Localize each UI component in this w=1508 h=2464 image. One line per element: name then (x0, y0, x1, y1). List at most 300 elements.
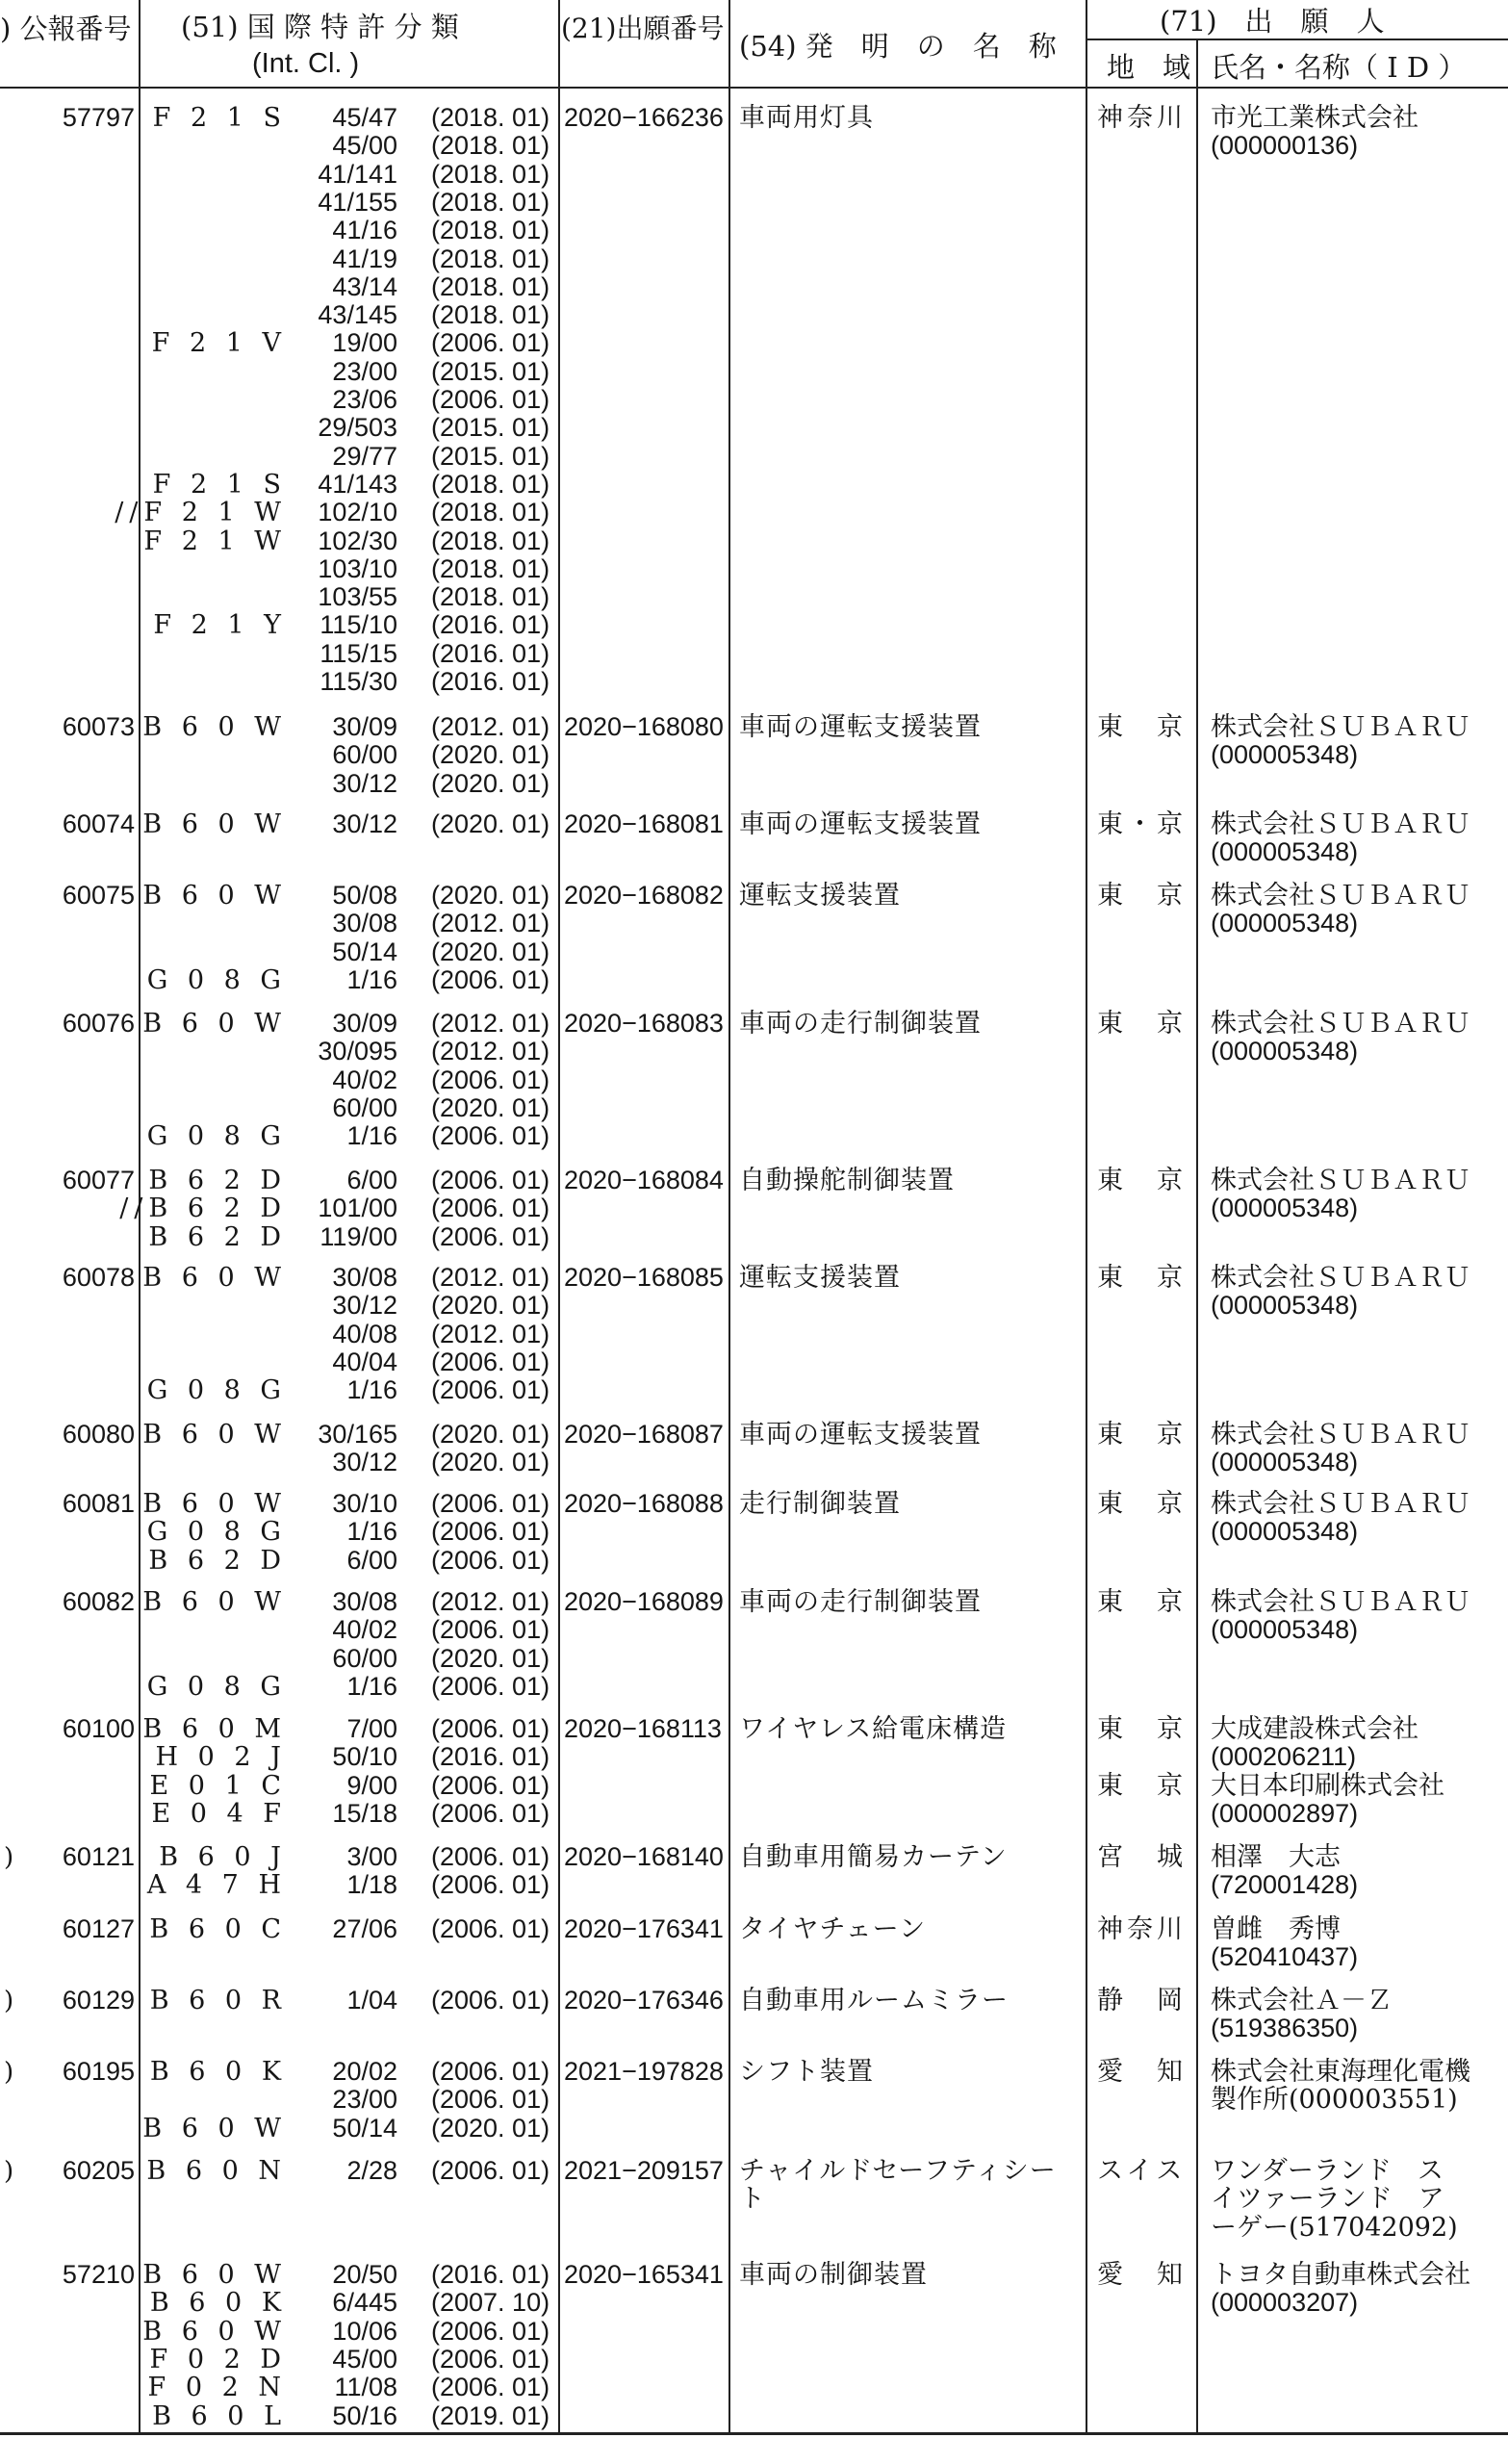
ipc-main-group: 30/10 (332, 1489, 397, 1518)
publication-number: 60100 (62, 1714, 135, 1743)
ipc-class: F 2 1 W (143, 526, 287, 556)
ipc-version: (2016. 01) (431, 610, 550, 640)
applicant-id: (000005348) (1211, 1448, 1359, 1477)
ipc-main-group: 119/00 (319, 1221, 397, 1251)
publication-number: 60077 (62, 1166, 135, 1194)
ipc-class: B 6 0 W (142, 881, 287, 911)
ipc-main-group: 41/19 (332, 244, 397, 273)
application-number: 2020−168080 (564, 712, 724, 741)
application-number: 2020−168140 (564, 1842, 724, 1871)
application-number: 2020−168113 (564, 1714, 722, 1743)
ipc-version: (2006. 01) (431, 2057, 550, 2086)
applicant-region: 東・京 (1097, 809, 1187, 839)
publication-number: 60074 (62, 809, 135, 838)
ipc-main-group: 43/14 (332, 271, 397, 301)
ipc-main-group: 115/10 (319, 610, 397, 640)
ipc-class: B 6 0 C (149, 1914, 287, 1944)
ipc-version: (2006. 01) (431, 1714, 550, 1743)
invention-title: ワイヤレス給電床構造 (739, 1714, 1008, 1744)
ipc-version: (2006. 01) (431, 1870, 550, 1900)
ipc-class: B 6 2 D (148, 1166, 287, 1195)
invention-title: 車両の運転支援装置 (739, 1420, 982, 1450)
ipc-main-group: 1/16 (346, 1375, 397, 1405)
ipc-version: (2019. 01) (431, 2400, 550, 2430)
ipc-class: F 2 1 S (152, 103, 287, 133)
publication-number: 60080 (62, 1420, 135, 1449)
invention-title: 自動車用簡易カーテン (739, 1842, 1008, 1872)
applicant-region: 東 京 (1097, 881, 1187, 911)
ipc-version: (2006. 01) (431, 1671, 550, 1701)
ipc-main-group: 30/09 (332, 1009, 397, 1038)
ipc-main-group: 3/00 (346, 1842, 397, 1871)
invention-title: 車両の走行制御装置 (739, 1009, 982, 1039)
ipc-main-group: 102/10 (318, 498, 397, 527)
ipc-version: (2006. 01) (431, 1545, 550, 1575)
left-edge-mark: ) (4, 2157, 14, 2186)
ipc-version: (2012. 01) (431, 1587, 550, 1616)
ipc-version: (2006. 01) (431, 1615, 550, 1645)
publication-number: 57797 (62, 103, 135, 132)
ipc-version: (2018. 01) (431, 498, 550, 527)
ipc-version: (2020. 01) (431, 881, 550, 910)
applicant-region: 神奈川 (1097, 103, 1187, 133)
publication-number: 60073 (62, 712, 135, 741)
applicant-name: 市光工業株式会社 (1211, 103, 1419, 133)
applicant-name: トヨタ自動車株式会社 (1211, 2260, 1470, 2290)
ipc-version: (2006. 01) (431, 1842, 550, 1871)
applicant-region: 愛 知 (1097, 2057, 1187, 2087)
ipc-version: (2018. 01) (431, 469, 550, 499)
publication-number: 60075 (62, 881, 135, 910)
ipc-main-group: 23/00 (332, 356, 397, 386)
header-region: 地 域 (1107, 51, 1191, 84)
ipc-version: (2020. 01) (431, 1291, 550, 1321)
ipc-main-group: 115/30 (319, 667, 397, 696)
ipc-main-group: 43/145 (318, 300, 397, 330)
invention-title: 運転支援装置 (739, 881, 901, 911)
invention-title: ト (739, 2184, 766, 2215)
ipc-main-group: 27/06 (332, 1914, 397, 1943)
applicant-id: (000003207) (1211, 2288, 1359, 2318)
header-pub-no: ) 公報番号 (0, 13, 132, 45)
ipc-version: (2006. 01) (431, 1770, 550, 1800)
ipc-main-group: 50/10 (332, 1742, 397, 1772)
ipc-version: (2020. 01) (431, 1092, 550, 1122)
ipc-main-group: 60/00 (332, 1643, 397, 1673)
application-number: 2020−176341 (564, 1914, 724, 1943)
ipc-main-group: 30/08 (332, 909, 397, 938)
ipc-version: (2006. 01) (431, 1986, 550, 2015)
ipc-main-group: 40/02 (332, 1065, 397, 1094)
ipc-version: (2018. 01) (431, 187, 550, 217)
applicant-name: 曽雌 秀博 (1211, 1914, 1341, 1944)
ipc-main-group: 50/14 (332, 2113, 397, 2143)
ipc-main-group: 1/18 (346, 1870, 397, 1900)
ipc-class: B 6 0 W (142, 1489, 287, 1519)
ipc-version: (2020. 01) (431, 809, 550, 838)
ipc-version: (2006. 01) (431, 1121, 550, 1151)
ipc-version: (2018. 01) (431, 159, 550, 189)
ipc-version: (2006. 01) (431, 1065, 550, 1094)
applicant-name: ワンダーランド ス (1211, 2156, 1444, 2186)
ipc-main-group: 41/155 (318, 187, 397, 217)
ipc-version: (2007. 10) (431, 2288, 550, 2318)
ipc-main-group: 30/08 (332, 1587, 397, 1616)
ipc-main-group: 50/14 (332, 937, 397, 966)
ipc-class: //F 2 1 W (115, 498, 287, 528)
applicant-id: (000005348) (1211, 1194, 1359, 1223)
applicant-name: 大成建設株式会社 (1211, 1714, 1419, 1744)
left-edge-mark: ) (4, 1987, 14, 2015)
ipc-version: (2006. 01) (431, 2156, 550, 2185)
ipc-version: (2020. 01) (431, 2113, 550, 2143)
ipc-version: (2012. 01) (431, 1263, 550, 1292)
header-ipc-sub: (Int. Cl. ) (252, 48, 360, 79)
invention-title: 車両の走行制御装置 (739, 1587, 982, 1617)
invention-title: 車両の運転支援装置 (739, 809, 982, 839)
application-number: 2021−209157 (564, 2156, 724, 2185)
applicant-name: 株式会社ＳＵＢＡＲＵ (1211, 1166, 1470, 1195)
publication-number: 60081 (62, 1489, 135, 1518)
ipc-main-group: 30/095 (318, 1037, 397, 1066)
ipc-version: (2018. 01) (431, 300, 550, 330)
application-number: 2020−166236 (564, 103, 724, 132)
ipc-version: (2006. 01) (431, 1194, 550, 1223)
publication-number: 60129 (62, 1986, 135, 2015)
header-app-no: (21)出願番号 (561, 13, 725, 44)
applicant-region: 東 京 (1097, 1420, 1187, 1450)
applicant-region: スイス (1097, 2156, 1187, 2186)
ipc-class: E 0 4 F (151, 1798, 287, 1829)
ipc-main-group: 1/16 (346, 1121, 397, 1151)
invention-title: 運転支援装置 (739, 1263, 901, 1293)
applicant-region: 東 京 (1097, 1714, 1187, 1744)
publication-number: 60195 (62, 2057, 135, 2086)
applicant-region: 東 京 (1097, 1009, 1187, 1039)
ipc-class: G 0 8 G (146, 1517, 287, 1548)
ipc-version: (2018. 01) (431, 103, 550, 132)
ipc-main-group: 41/141 (318, 159, 397, 189)
ipc-version: (2006. 01) (431, 1914, 550, 1943)
ipc-class: B 6 0 K (149, 2288, 287, 2319)
ipc-main-group: 19/00 (332, 328, 397, 358)
ipc-version: (2006. 01) (431, 2373, 550, 2402)
ipc-class: B 6 0 M (142, 1714, 287, 1744)
applicant-region: 宮 城 (1097, 1842, 1187, 1872)
ipc-class: B 6 0 J (159, 1842, 287, 1872)
ipc-version: (2020. 01) (431, 768, 550, 798)
ipc-class: B 6 0 W (142, 2316, 287, 2347)
applicant-name: イツァーランド ア (1211, 2184, 1444, 2215)
ipc-main-group: 41/143 (318, 469, 397, 499)
ipc-main-group: 6/445 (332, 2288, 397, 2318)
applicant-name: 株式会社ＳＵＢＡＲＵ (1211, 809, 1470, 839)
ipc-class: F 0 2 D (149, 2344, 287, 2374)
applicant-id: (000005348) (1211, 909, 1359, 938)
applicant-name: 株式会社ＳＵＢＡＲＵ (1211, 712, 1470, 742)
ipc-class: B 6 0 K (149, 2057, 287, 2087)
header-ipc: (51) 国 際 特 許 分 類 (181, 11, 459, 43)
application-number: 2020−176346 (564, 1986, 724, 2015)
ipc-version: (2006. 01) (431, 1489, 550, 1518)
ipc-main-group: 1/04 (346, 1986, 397, 2015)
ipc-main-group: 10/06 (332, 2316, 397, 2346)
ipc-main-group: 50/08 (332, 881, 397, 910)
applicant-region: 東 京 (1097, 1770, 1187, 1801)
applicant-name: 大日本印刷株式会社 (1211, 1770, 1444, 1801)
ipc-main-group: 30/12 (332, 768, 397, 798)
column-rule-5 (1196, 38, 1198, 2433)
ipc-version: (2020. 01) (431, 740, 550, 770)
applicant-region: 東 京 (1097, 1263, 1187, 1293)
applicant-name: 株式会社ＳＵＢＡＲＵ (1211, 1587, 1470, 1617)
application-number: 2020−168083 (564, 1009, 724, 1038)
header-applicant: (71) 出 願 人 (1160, 5, 1385, 38)
applicant-id: (000000136) (1211, 131, 1359, 161)
invention-title: 車両の制御装置 (739, 2260, 928, 2290)
ipc-class: //B 6 2 D (119, 1194, 287, 1224)
application-number: 2020−168087 (564, 1420, 724, 1449)
ipc-class: G 0 8 G (146, 964, 287, 995)
applicant-id: (000005348) (1211, 837, 1359, 867)
ipc-main-group: 23/00 (332, 2085, 397, 2115)
ipc-main-group: 20/02 (332, 2057, 397, 2086)
ipc-version: (2015. 01) (431, 441, 550, 471)
ipc-main-group: 1/16 (346, 1671, 397, 1701)
ipc-version: (2006. 01) (431, 1517, 550, 1547)
applicant-name: 製作所(000003551) (1211, 2085, 1458, 2116)
ipc-class: E 0 1 C (149, 1770, 287, 1801)
ipc-version: (2018. 01) (431, 582, 550, 612)
ipc-version: (2020. 01) (431, 937, 550, 966)
invention-title: 自動車用ルームミラー (739, 1986, 1009, 2015)
applicant-region: 東 京 (1097, 1166, 1187, 1195)
ipc-main-group: 30/165 (318, 1420, 397, 1449)
applicant-name: 株式会社ＳＵＢＡＲＵ (1211, 1263, 1470, 1293)
ipc-main-group: 15/18 (332, 1798, 397, 1828)
ipc-version: (2012. 01) (431, 712, 550, 741)
ipc-class: B 6 0 W (142, 1009, 287, 1039)
application-number: 2020−168089 (564, 1587, 724, 1616)
publication-number: 60127 (62, 1914, 135, 1943)
ipc-class: B 6 0 W (142, 1263, 287, 1293)
ipc-main-group: 40/08 (332, 1319, 397, 1348)
ipc-version: (2016. 01) (431, 638, 550, 668)
ipc-main-group: 6/00 (346, 1545, 397, 1575)
applicant-id: (000005348) (1211, 740, 1359, 770)
invention-title: シフト装置 (739, 2057, 874, 2087)
application-number: 2021−197828 (564, 2057, 724, 2086)
invention-title: 自動操舵制御装置 (739, 1166, 955, 1195)
ipc-class: B 6 0 W (142, 712, 287, 742)
applicant-id: (520410437) (1211, 1942, 1359, 1972)
applicant-id: (000002897) (1211, 1798, 1359, 1828)
column-rule-3 (728, 0, 730, 2433)
ipc-main-group: 41/16 (332, 216, 397, 245)
ipc-version: (2016. 01) (431, 2260, 550, 2289)
ipc-main-group: 29/503 (318, 413, 397, 443)
ipc-main-group: 30/12 (332, 1448, 397, 1477)
ipc-version: (2018. 01) (431, 553, 550, 583)
ipc-main-group: 45/00 (332, 131, 397, 161)
ipc-main-group: 60/00 (332, 1092, 397, 1122)
publication-number: 60121 (62, 1842, 135, 1871)
ipc-version: (2018. 01) (431, 131, 550, 161)
ipc-main-group: 40/04 (332, 1347, 397, 1376)
ipc-class: B 6 2 D (148, 1221, 287, 1252)
ipc-version: (2016. 01) (431, 1742, 550, 1772)
ipc-version: (2020. 01) (431, 1643, 550, 1673)
applicant-region: 愛 知 (1097, 2260, 1187, 2290)
ipc-main-group: 30/09 (332, 712, 397, 741)
applicant-id: (720001428) (1211, 1870, 1359, 1900)
applicant-id: (000005348) (1211, 1037, 1359, 1066)
ipc-main-group: 115/15 (319, 638, 397, 668)
ipc-version: (2015. 01) (431, 356, 550, 386)
invention-title: 車両用灯具 (739, 103, 874, 133)
left-edge-mark: ) (4, 2058, 14, 2087)
applicant-id: (000206211) (1211, 1742, 1357, 1772)
ipc-class: B 6 2 D (148, 1545, 287, 1576)
ipc-class: G 0 8 G (146, 1671, 287, 1702)
applicant-id: (519386350) (1211, 2014, 1359, 2043)
applicant-name: 株式会社ＳＵＢＡＲＵ (1211, 1489, 1470, 1519)
ipc-class: B 6 0 W (142, 1587, 287, 1617)
ipc-main-group: 102/30 (318, 526, 397, 555)
ipc-version: (2006. 01) (431, 1798, 550, 1828)
ipc-version: (2012. 01) (431, 1037, 550, 1066)
ipc-main-group: 23/06 (332, 385, 397, 414)
ipc-class: B 6 0 W (142, 2113, 287, 2143)
ipc-class: B 6 0 N (146, 2156, 287, 2186)
ipc-main-group: 60/00 (332, 740, 397, 770)
ipc-main-group: 6/00 (346, 1166, 397, 1194)
applicant-name: 相澤 大志 (1211, 1842, 1341, 1872)
ipc-class: B 6 0 W (142, 1420, 287, 1450)
ipc-version: (2006. 01) (431, 328, 550, 358)
application-number: 2020−168082 (564, 881, 724, 910)
ipc-class: B 6 0 W (142, 2260, 287, 2290)
invention-title: 走行制御装置 (739, 1489, 901, 1519)
ipc-version: (2006. 01) (431, 964, 550, 994)
application-number: 2020−168081 (564, 809, 724, 838)
ipc-version: (2006. 01) (431, 1375, 550, 1405)
column-rule-2 (558, 0, 560, 2433)
applicant-id: (000005348) (1211, 1291, 1359, 1321)
ipc-version: (2016. 01) (431, 667, 550, 696)
ipc-main-group: 45/00 (332, 2344, 397, 2374)
ipc-version: (2006. 01) (431, 1347, 550, 1376)
publication-number: 60078 (62, 1263, 135, 1292)
invention-title: チャイルドセーフティシー (739, 2156, 1057, 2186)
ipc-version: (2006. 01) (431, 2344, 550, 2374)
ipc-main-group: 103/55 (318, 582, 397, 612)
applicant-name: 株式会社Ａ－Ｚ (1211, 1986, 1393, 2015)
header-name-id: 氏名・名称（ I D ） (1211, 51, 1467, 84)
ipc-class: F 2 1 S (152, 469, 287, 500)
publication-number: 60082 (62, 1587, 135, 1616)
ipc-class: B 6 0 L (152, 2400, 287, 2431)
applicant-region: 東 京 (1097, 1587, 1187, 1617)
invention-title: タイヤチェーン (739, 1914, 927, 1944)
invention-title: 車両の運転支援装置 (739, 712, 982, 742)
applicant-region: 東 京 (1097, 1489, 1187, 1519)
ipc-class: F 2 1 Y (153, 610, 287, 641)
ipc-version: (2020. 01) (431, 1448, 550, 1477)
ipc-main-group: 101/00 (318, 1194, 397, 1223)
ipc-main-group: 50/16 (332, 2400, 397, 2430)
ipc-class: G 0 8 G (146, 1375, 287, 1406)
ipc-version: (2006. 01) (431, 2085, 550, 2115)
applicant-region: 東 京 (1097, 712, 1187, 742)
applicant-region: 神奈川 (1097, 1914, 1187, 1944)
ipc-main-group: 1/16 (346, 1517, 397, 1547)
application-number: 2020−168085 (564, 1263, 724, 1292)
ipc-main-group: 2/28 (346, 2156, 397, 2185)
ipc-class: B 6 0 W (142, 809, 287, 839)
applicant-name: 株式会社ＳＵＢＡＲＵ (1211, 881, 1470, 911)
applicant-name: 株式会社ＳＵＢＡＲＵ (1211, 1420, 1470, 1450)
ipc-version: (2020. 01) (431, 1420, 550, 1449)
ipc-main-group: 9/00 (346, 1770, 397, 1800)
header-bottom-rule (0, 87, 1508, 89)
ipc-main-group: 7/00 (346, 1714, 397, 1743)
applicant-name: ーゲー(517042092) (1211, 2212, 1458, 2243)
ipc-version: (2012. 01) (431, 1319, 550, 1348)
applicant-id: (000005348) (1211, 1615, 1359, 1645)
ipc-main-group: 1/16 (346, 964, 397, 994)
ipc-version: (2018. 01) (431, 526, 550, 555)
ipc-version: (2018. 01) (431, 271, 550, 301)
applicant-id: (000005348) (1211, 1517, 1359, 1547)
ipc-version: (2018. 01) (431, 216, 550, 245)
ipc-main-group: 40/02 (332, 1615, 397, 1645)
publication-number: 57210 (62, 2260, 135, 2289)
application-number: 2020−168084 (564, 1166, 724, 1194)
ipc-version: (2012. 01) (431, 909, 550, 938)
ipc-main-group: 30/12 (332, 809, 397, 838)
ipc-main-group: 103/10 (318, 553, 397, 583)
publication-number: 60076 (62, 1009, 135, 1038)
ipc-class: B 6 0 R (149, 1986, 287, 2015)
applicant-name: 株式会社東海理化電機 (1211, 2057, 1470, 2087)
application-number: 2020−168088 (564, 1489, 724, 1518)
ipc-main-group: 45/47 (332, 103, 397, 132)
header-title: (54) 発 明 の 名 称 (739, 30, 1057, 63)
ipc-main-group: 20/50 (332, 2260, 397, 2289)
ipc-class: F 2 1 V (151, 328, 287, 359)
ipc-version: (2012. 01) (431, 1009, 550, 1038)
ipc-version: (2006. 01) (431, 385, 550, 414)
ipc-version: (2015. 01) (431, 413, 550, 443)
ipc-version: (2018. 01) (431, 244, 550, 273)
ipc-class: G 0 8 G (146, 1121, 287, 1152)
ipc-main-group: 30/12 (332, 1291, 397, 1321)
ipc-version: (2006. 01) (431, 2316, 550, 2346)
ipc-class: A 4 7 H (146, 1870, 287, 1901)
ipc-class: H 0 2 J (155, 1742, 287, 1773)
left-edge-mark: ) (4, 1843, 14, 1872)
ipc-main-group: 29/77 (332, 441, 397, 471)
ipc-version: (2006. 01) (431, 1166, 550, 1194)
applicant-name: 株式会社ＳＵＢＡＲＵ (1211, 1009, 1470, 1039)
column-rule-4 (1086, 0, 1087, 2433)
ipc-version: (2006. 01) (431, 1221, 550, 1251)
application-number: 2020−165341 (564, 2260, 724, 2289)
applicant-region: 静 岡 (1097, 1986, 1187, 2015)
ipc-class: F 0 2 N (147, 2373, 287, 2403)
page-bottom-rule (0, 2432, 1508, 2435)
